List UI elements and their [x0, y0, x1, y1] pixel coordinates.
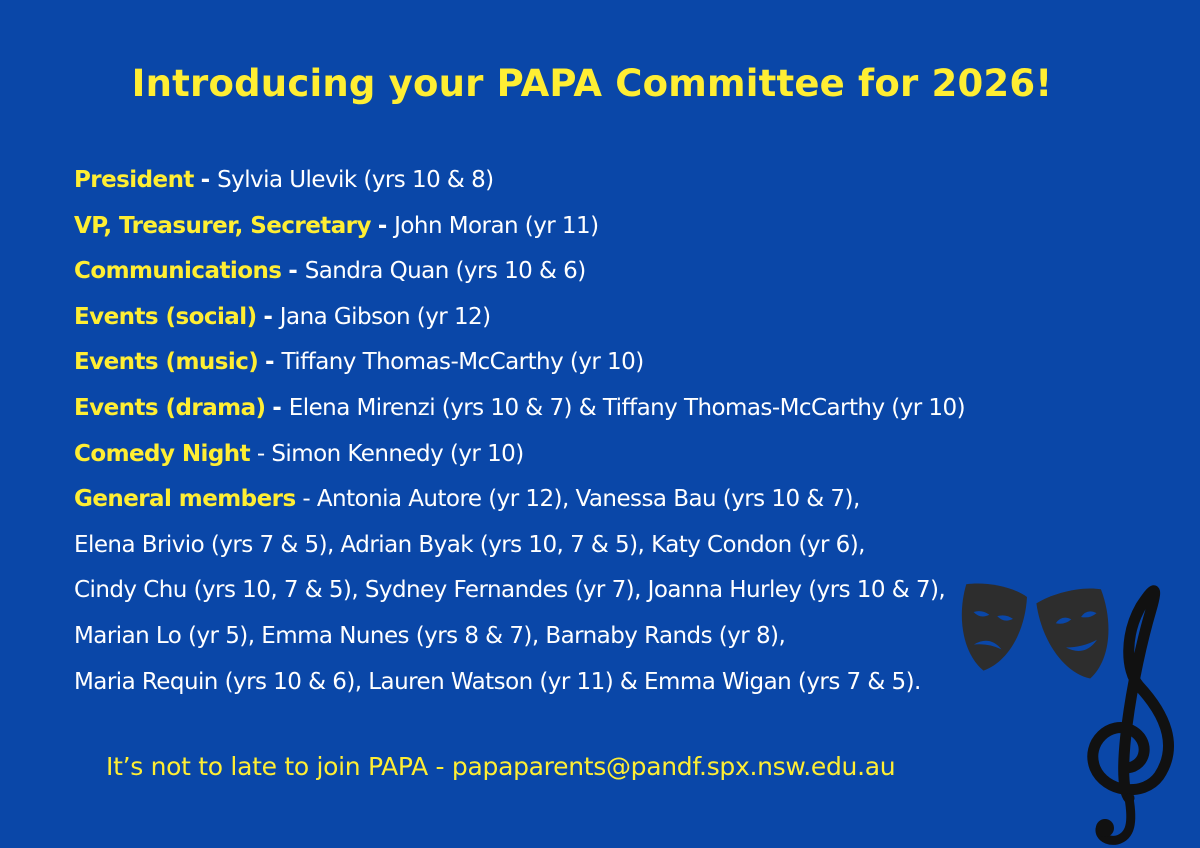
role-members: Tiffany Thomas-McCarthy (yr 10) — [281, 349, 644, 376]
role-label: Events (music) — [74, 349, 259, 376]
role-row-vp-treasurer-secretary — [74, 204, 1174, 250]
role-separator: - — [288, 258, 305, 285]
general-members-line: Cindy Chu (yrs 10, 7 & 5), Sydney Fernandes (yr 7), Joanna Hurley (yrs 10 & 7), — [74, 577, 946, 604]
role-members: Simon Kennedy (yr 10) — [271, 440, 524, 467]
role-row-events-drama — [74, 386, 1174, 432]
general-members-line: Maria Requin (yrs 10 & 6), Lauren Watson (yr 11) & Emma Wigan (yrs 7 & 5). — [74, 668, 921, 695]
theatre-masks-icon — [955, 580, 1122, 687]
role-row-president — [74, 158, 1174, 204]
role-members: Jana Gibson (yr 12) — [279, 303, 491, 330]
role-row-events-social — [74, 295, 1174, 341]
role-members: John Moran (yr 11) — [394, 212, 599, 239]
role-separator: - — [302, 486, 317, 513]
role-separator: - — [272, 394, 289, 421]
role-label: President — [74, 167, 194, 193]
decoration-graphic — [955, 560, 1200, 848]
role-label: General members — [74, 486, 296, 513]
role-separator: - — [200, 167, 218, 193]
role-label: Events (social) — [74, 303, 257, 330]
role-separator: - — [263, 303, 280, 330]
role-row-general-members — [74, 477, 1174, 523]
general-members-line: Elena Brivio (yrs 7 & 5), Adrian Byak (yrs 10, 7 & 5), Katy Condon (yr 6), — [74, 531, 865, 558]
role-label: Comedy Night — [74, 440, 251, 467]
role-row-communications — [74, 249, 1174, 295]
role-separator: - — [265, 349, 282, 376]
role-label: VP, Treasurer, Secretary — [74, 212, 371, 239]
role-label: Communications — [74, 258, 282, 285]
role-row-comedy-night — [74, 432, 1174, 478]
page-title: Introducing your PAPA Committee for 2026! — [131, 62, 1053, 105]
join-footer: It’s not to late to join PAPA - papaparents@pandf.spx.nsw.edu.au — [106, 752, 896, 781]
role-members: Elena Mirenzi (yrs 10 & 7) & Tiffany Thomas-McCarthy (yr 10) — [288, 394, 966, 421]
role-members: Sylvia Ulevik (yrs 10 & 8) — [217, 167, 494, 193]
role-row-events-music — [74, 340, 1174, 386]
general-members-line: Marian Lo (yr 5), Emma Nunes (yrs 8 & 7), Barnaby Rands (yr 8), — [74, 622, 786, 649]
role-separator: - — [256, 440, 272, 467]
role-members: Antonia Autore (yr 12), Vanessa Bau (yrs 10 & 7), — [316, 486, 860, 513]
role-separator: - — [377, 212, 395, 239]
role-members: Sandra Quan (yrs 10 & 6) — [304, 258, 586, 285]
role-label: Events (drama) — [74, 394, 266, 421]
